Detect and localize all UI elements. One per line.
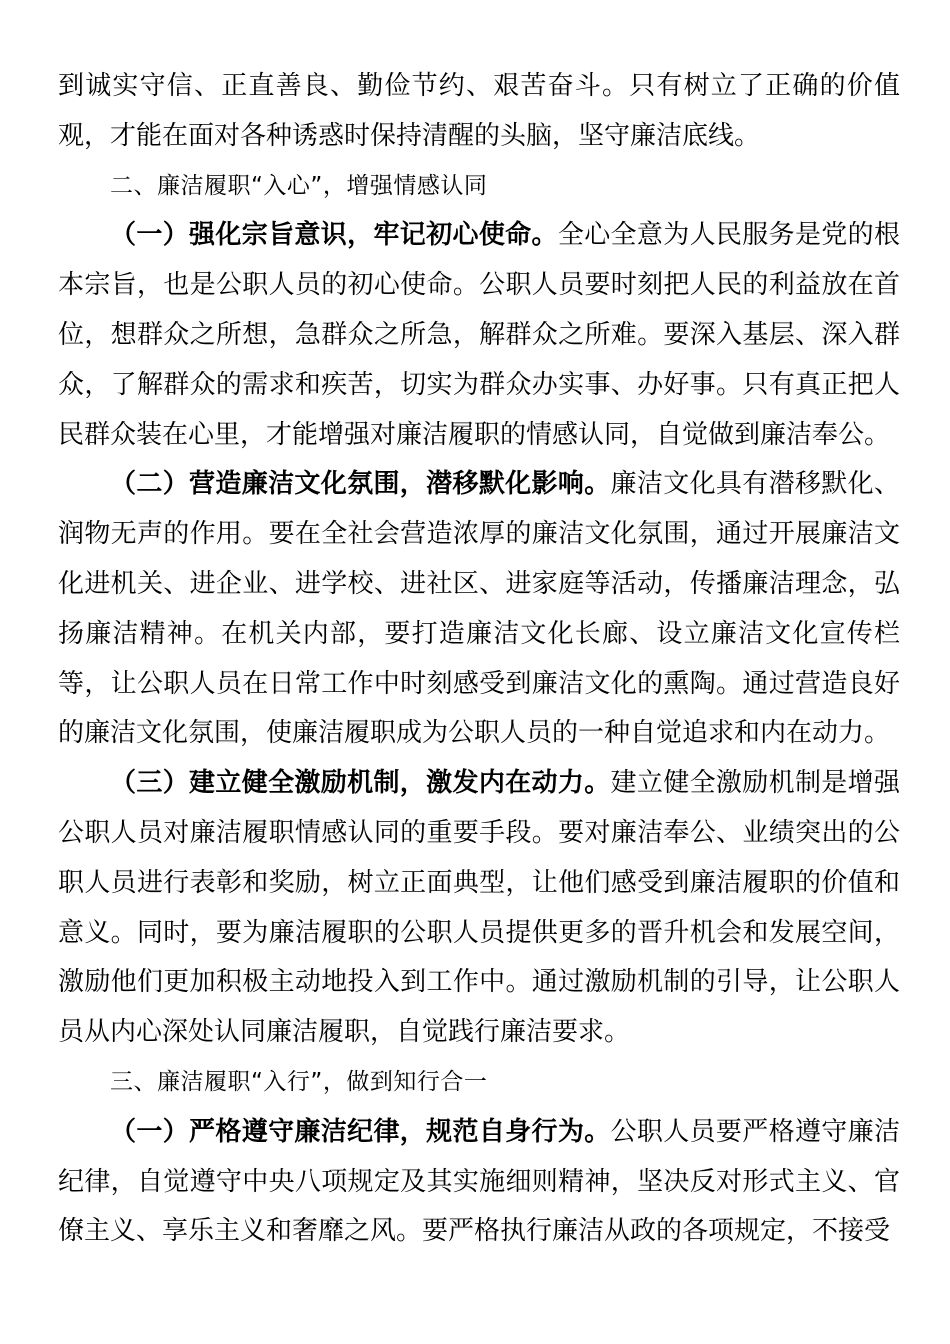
paragraph-lead: （三）建立健全激励机制，激发内在动力。 — [110, 768, 611, 799]
paragraph-continuation — [58, 62, 900, 162]
paragraph-2-2 — [58, 460, 900, 759]
paragraph-lead: （二）营造廉洁文化氛围，潜移默化影响。 — [110, 469, 611, 500]
section-heading-3 — [58, 1058, 900, 1108]
heading-text: 三、廉洁履职“入行”，做到知行合一 — [110, 1068, 488, 1095]
heading-text: 二、廉洁履职“入心”，增强情感认同 — [110, 172, 488, 199]
paragraph-text: 廉洁文化具有潜移默化、润物无声的作用。要在全社会营造浓厚的廉洁文化氛围，通过开展廉洁文化进机关、进企业、进学校、进社区、进家庭等活动，传播廉洁理念，弘扬廉洁精神。在机关内部，要打造廉洁文化长廊、设立廉洁文化宣传栏等，让公职人员在日常工作中时刻感受到廉洁文化的熏陶。通过营造良好的廉洁文化氛围，使廉洁履职成为公职人员的一种自觉追求和内在动力。 — [58, 469, 900, 749]
paragraph-text: 公职人员要严格遵守廉洁纪律，自觉遵守中央八项规定及其实施细则精神，坚决反对形式主义、官僚主义、享乐主义和奢靡之风。要严格执行廉洁从政的各项规定，不接受 — [58, 1116, 900, 1247]
paragraph-2-1 — [58, 211, 900, 460]
paragraph-lead: （一）强化宗旨意识，牢记初心使命。 — [110, 220, 558, 251]
paragraph-2-3 — [58, 759, 900, 1058]
section-heading-2 — [58, 162, 900, 212]
paragraph-text: 建立健全激励机制是增强公职人员对廉洁履职情感认同的重要手段。要对廉洁奉公、业绩突出的公职人员进行表彰和奖励，树立正面典型，让他们感受到廉洁履职的价值和意义。同时，要为廉洁履职的公职人员提供更多的晋升机会和发展空间，激励他们更加积极主动地投入到工作中。通过激励机制的引导，让公职人员从内心深处认同廉洁履职，自觉践行廉洁要求。 — [58, 768, 900, 1048]
paragraph-text: 到诚实守信、正直善良、勤俭节约、艰苦奋斗。只有树立了正确的价值观，才能在面对各种诱惑时保持清醒的头脑，坚守廉洁底线。 — [58, 71, 900, 151]
paragraph-3-1 — [58, 1108, 900, 1257]
document-page — [58, 62, 900, 1257]
paragraph-lead: （一）严格遵守廉洁纪律，规范自身行为。 — [110, 1116, 611, 1147]
paragraph-text: 全心全意为人民服务是党的根本宗旨，也是公职人员的初心使命。公职人员要时刻把人民的利益放在首位，想群众之所想，急群众之所急，解群众之所难。要深入基层、深入群众，了解群众的需求和疾苦，切实为群众办实事、办好事。只有真正把人民群众装在心里，才能增强对廉洁履职的情感认同，自觉做到廉洁奉公。 — [58, 220, 900, 450]
